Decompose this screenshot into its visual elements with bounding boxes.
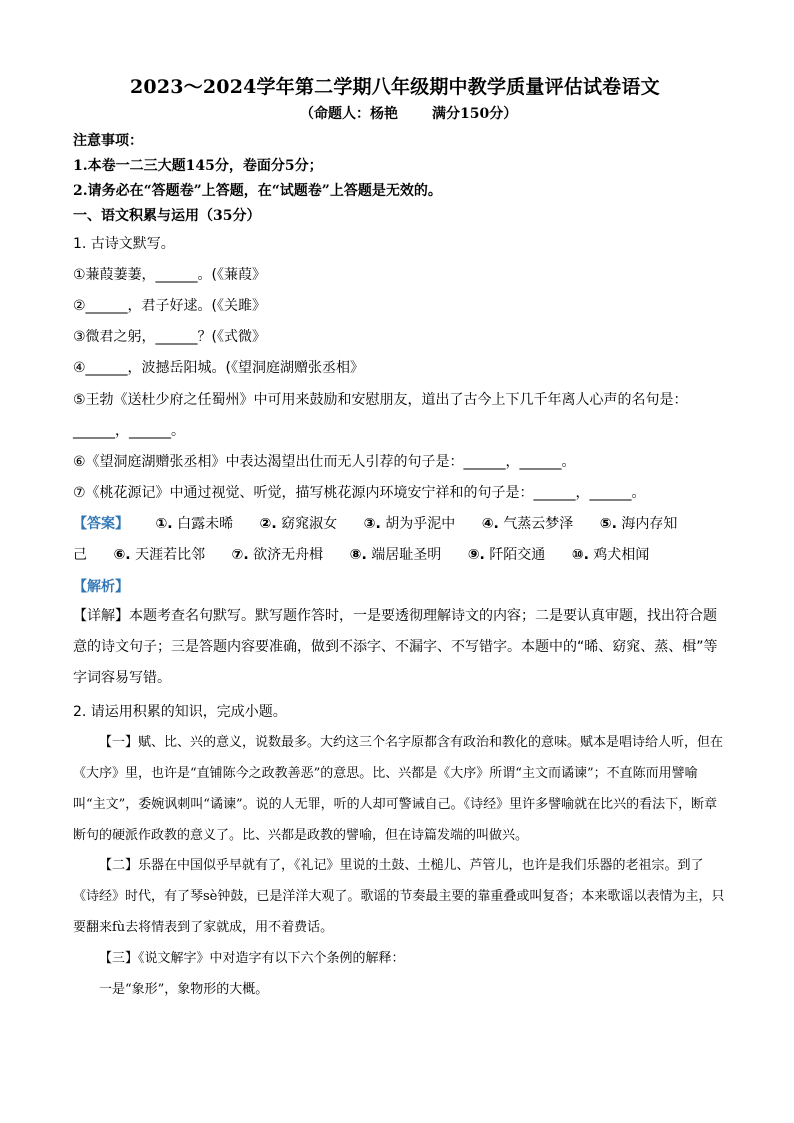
answer-item: ⑦. 欲济无舟楫 <box>231 547 324 563</box>
q1-line-5a: ⑤王勃《送杜少府之任蜀州》中可用来鼓励和安慰朋友，道出了古今上下几千年离人心声的名句是： <box>73 392 688 408</box>
q2-passage-4: 一是“象形”，象物形的大概。 <box>99 982 269 997</box>
author-label: （命题人：杨艳 <box>300 106 398 122</box>
page-title: 2023～2024学年第二学期八年级期中教学质量评估试卷语文 <box>130 76 660 98</box>
analysis-detail: 【详解】本题考查名句默写。默写题作答时，一是要透彻理解诗文的内容；二是要认真审题，找出符合题意的诗文句子；三是答题内容要准确，做到不添字、不漏字、不写错字。本题中的“晞、窈窕、蒸、楫”等字词容易写错。 <box>73 608 718 686</box>
q1-line-5b: ______，______。 <box>73 423 185 439</box>
score-label: 满分150分） <box>432 106 518 122</box>
q2-passage-1: 【一】赋、比、兴的意义，说数最多。大约这三个名字原都含有政治和教化的意味。赋本是唱诗给人听，但在《大序》里，也许是“直铺陈今之政教善恶”的意思。比、兴都是《大序》所谓“主文而谲谏”；不直陈而用譬喻叫“主文”，委婉讽刺叫“谲谏”。说的人无罪，听的人却可警诫自己。《诗经》里许多譬喻就在比兴的看法下，断章断句的硬派作政教的意义了。比、兴都是政教的譬喻，但在诗篇发端的叫做兴。 <box>73 735 724 843</box>
q1-line-7: ⑦《桃花源记》中通过视觉、听觉，描写桃花源内环境安宁祥和的句子是：______，______。 <box>73 485 646 501</box>
answer-item: ④. 气蒸云梦泽 <box>481 516 574 532</box>
q2-passage-3: 【三】《说文解字》中对造字有以下六个条例的解释： <box>99 951 405 966</box>
page-subtitle <box>300 103 517 123</box>
answer-label: 【答案】 <box>73 516 129 532</box>
answer-row-2 <box>73 544 649 564</box>
answer-item: ①. 白露未晞 <box>155 516 234 532</box>
q1-line-6: ⑥《望洞庭湖赠张丞相》中表达渴望出仕而无人引荐的句子是：______，______。 <box>73 454 576 470</box>
answer-row-1 <box>73 513 677 533</box>
q1-stem: 1. 古诗文默写。 <box>73 236 175 252</box>
q1-line-4: ④______，波撼岳阳城。(《望洞庭湖赠张丞相》 <box>73 360 365 376</box>
answer-item: ⑤. 海内存知 <box>599 516 678 532</box>
q1-line-2: ②______，君子好逑。(《关雎》 <box>73 298 267 314</box>
answer-item: ③. 胡为乎泥中 <box>363 516 456 532</box>
q1-line-3: ③微君之躬，______？(《式微》 <box>73 329 267 345</box>
q2-stem: 2. 请运用积累的知识，完成小题。 <box>73 704 287 720</box>
q1-line-1: ①蒹葭萋萋，______。(《蒹葭》 <box>73 267 267 283</box>
answer-item: ⑥. 天涯若比邻 <box>113 547 206 563</box>
q2-passage-2: 【二】乐器在中国似乎早就有了，《礼记》里说的土鼓、土槌儿、芦管儿，也许是我们乐器的老祖宗。到了《诗经》时代，有了琴sè钟鼓，已是洋洋大观了。歌谣的节奏最主要的靠重叠或叫复沓；本来歌谣以表情为主，只要翻来fù去将情表到了家就成，用不着费话。 <box>73 858 725 935</box>
answer-cont: 己 <box>73 547 87 563</box>
notice-item-2: 2.请务必在“答题卷”上答题，在“试题卷”上答题是无效的。 <box>73 183 442 199</box>
answer-item: ⑧. 端居耻圣明 <box>349 547 442 563</box>
answer-item: ②. 窈窕淑女 <box>259 516 338 532</box>
answer-item: ⑨. 阡陌交通 <box>467 547 546 563</box>
analysis-label: 【解析】 <box>73 579 129 595</box>
section-heading: 一、语文积累与运用（35分） <box>73 208 261 224</box>
answer-item: ⑩. 鸡犬相闻 <box>571 547 650 563</box>
notice-item-1: 1.本卷一二三大题145分，卷面分5分； <box>73 158 323 174</box>
notice-heading: 注意事项： <box>73 133 143 149</box>
